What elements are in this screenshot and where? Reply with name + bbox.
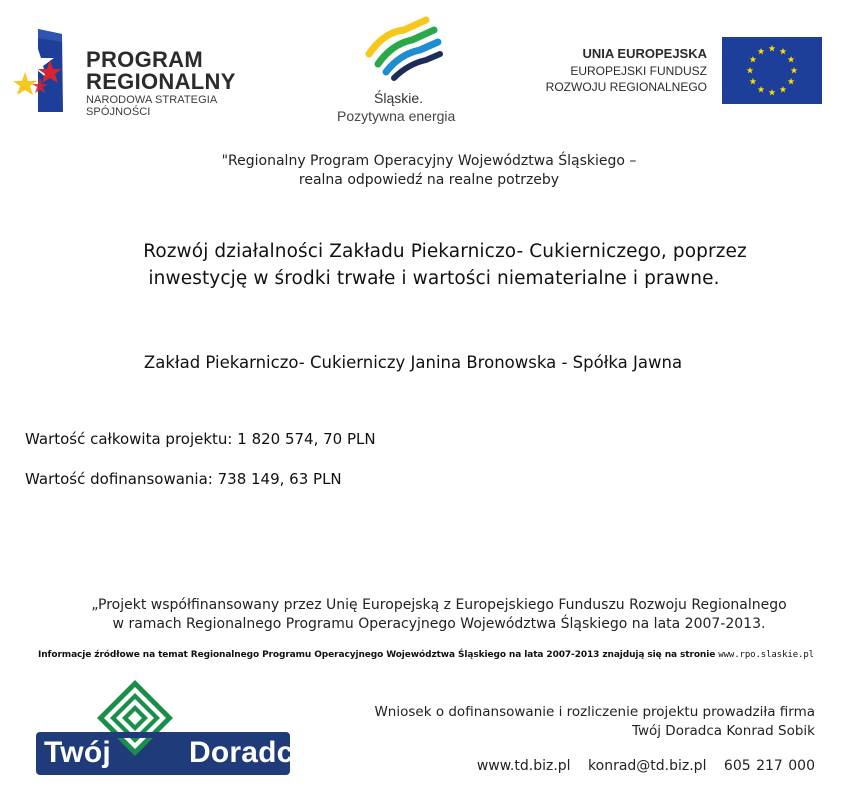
twoj-doradca-wordmark (44, 736, 311, 770)
cofinancing-note (12, 596, 854, 634)
source-info (38, 650, 814, 660)
beneficiary-company: Zakład Piekarniczo- Cukierniczy Janina Bronowska - Spółka Jawna (143, 353, 683, 372)
footer-note-line1: Wniosek o dofinansowanie i rozliczenie projektu prowadziła firma (374, 704, 815, 720)
slaskie-waves-icon (364, 14, 444, 84)
slaskie-logo (330, 14, 480, 129)
eu-logo (520, 36, 825, 108)
contact-website[interactable]: www.td.biz.pl (476, 758, 571, 774)
project-cofinancing-value: Wartość dofinansowania: 738 149, 63 PLN (25, 470, 342, 488)
project-title (0, 238, 854, 292)
contact-line (477, 758, 815, 774)
eu-logo-line3: ROZWOJU REGIONALNEGO (545, 80, 707, 94)
project-title-line1: Rozwój działalności Zakładu Piekarniczo- Cukierniczego, poprzez (143, 241, 747, 262)
eu-logo-line2: EUROPEJSKI FUNDUSZ (570, 64, 707, 78)
slogan-line1: "Regionalny Program Operacyjny Województwa Śląskiego – (221, 153, 637, 169)
program-regionalny-logo (10, 28, 280, 118)
project-title-line2: inwestycję w środki trwałe i wartości niematerialne i prawne. (148, 268, 720, 289)
twoj-doradca-word1: Twój (44, 736, 111, 769)
eu-flag-icon (722, 37, 822, 104)
contact-phone: 605 217 000 (723, 758, 815, 774)
footer-note-line2: Twój Doradca Konrad Sobik (631, 723, 815, 739)
footer-note (374, 703, 815, 741)
source-info-url[interactable]: www.rpo.slaskie.pl (718, 650, 814, 660)
twoj-doradca-word2: Doradca (189, 736, 311, 769)
slogan-line2: realna odpowiedź na realne potrzeby (298, 172, 560, 188)
project-total-value: Wartość całkowita projektu: 1 820 574, 70 PLN (25, 430, 376, 448)
source-info-text: Informacje źródłowe na temat Regionalnego Programu Operacyjnego Województwa Śląskiego na lata 2007-2013 znajdują się na stronie (38, 650, 716, 660)
twoj-doradca-logo (34, 680, 311, 778)
slaskie-logo-tagline: Pozytywna energia (337, 108, 456, 124)
slaskie-logo-name: Śląskie. (374, 90, 424, 106)
program-logo-title-line1: PROGRAM (86, 47, 203, 72)
program-regionalny-star-icon (10, 28, 70, 118)
program-logo-subtitle: NARODOWA STRATEGIA SPÓJNOŚCI (86, 94, 217, 118)
contact-email[interactable]: konrad@td.biz.pl (588, 758, 707, 774)
eu-logo-line1: UNIA EUROPEJSKA (582, 46, 707, 61)
cofinancing-note-line2: w ramach Regionalnego Programu Operacyjnego Województwa Śląskiego na lata 2007-2013. (112, 616, 766, 632)
program-logo-title-line2: REGIONALNY (86, 69, 236, 94)
program-slogan (0, 152, 854, 190)
cofinancing-note-line1: „Projekt współfinansowany przez Unię Europejską z Europejskiego Funduszu Rozwoju Regionalnego (91, 597, 787, 613)
